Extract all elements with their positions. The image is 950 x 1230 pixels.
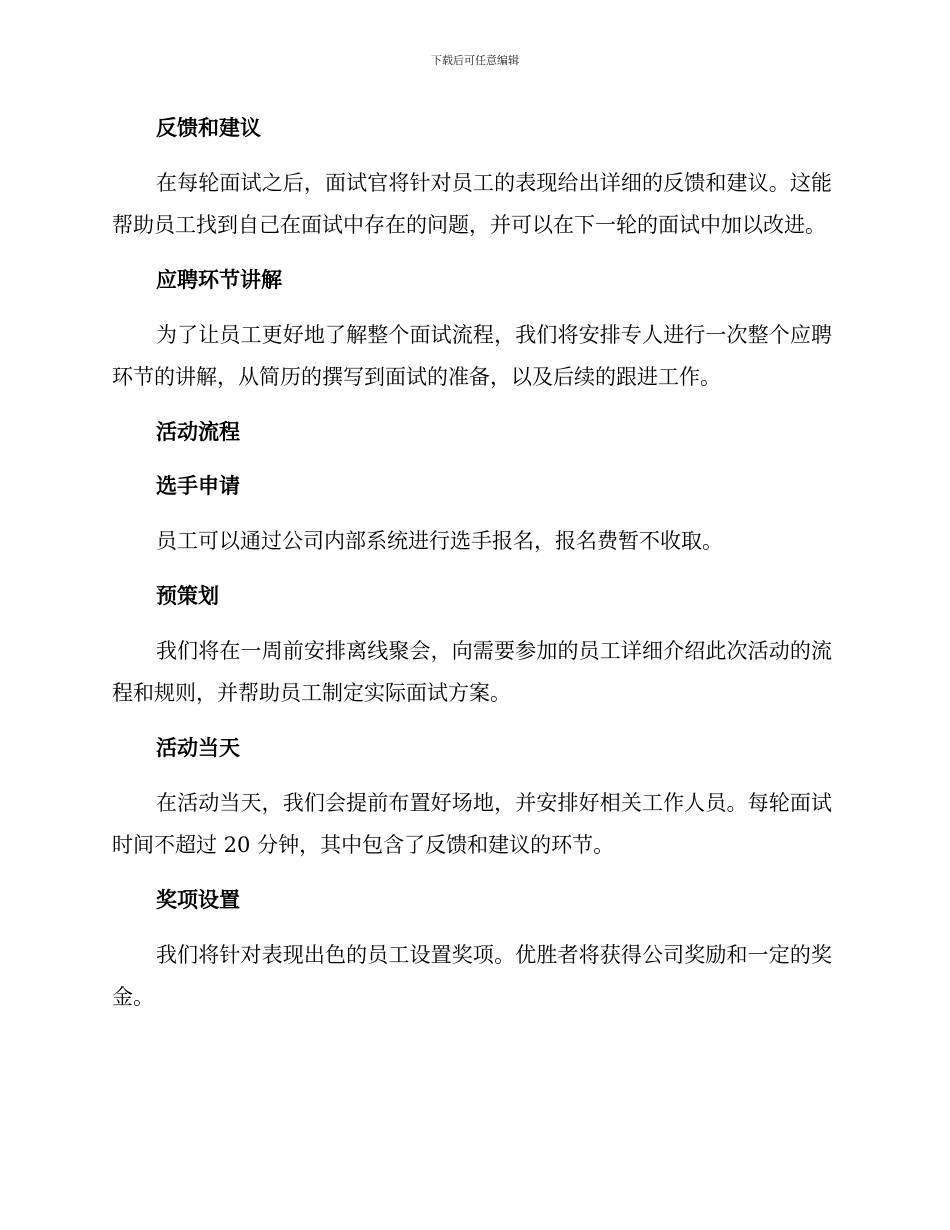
section-heading: 活动流程 xyxy=(156,419,240,444)
section-paragraph: 我们将在一周前安排离线聚会，向需要参加的员工详细介绍此次活动的流程和规则，并帮助员工制定实际面试方案。 xyxy=(112,639,832,705)
section-paragraph: 在活动当天，我们会提前布置好场地，并安排好相关工作人员。每轮面试时间不超过 20 分钟，其中包含了反馈和建议的环节。 xyxy=(112,791,832,857)
section-pre-planning xyxy=(112,576,832,728)
section-recruitment-explanation xyxy=(112,260,832,412)
section-paragraph: 为了让员工更好地了解整个面试流程，我们将安排专人进行一次整个应聘环节的讲解，从简历的撰写到面试的准备，以及后续的跟进工作。 xyxy=(112,323,832,389)
section-paragraph: 在每轮面试之后，面试官将针对员工的表现给出详细的反馈和建议。这能帮助员工找到自己在面试中存在的问题，并可以在下一轮的面试中加以改进。 xyxy=(112,171,832,237)
section-heading: 奖项设置 xyxy=(156,887,240,912)
section-paragraph: 我们将针对表现出色的员工设置奖项。优胜者将获得公司奖励和一定的奖金。 xyxy=(112,943,832,1009)
section-heading: 反馈和建议 xyxy=(156,115,261,140)
section-contestant-application xyxy=(112,466,832,576)
section-paragraph: 员工可以通过公司内部系统进行选手报名，报名费暂不收取。 xyxy=(156,529,723,553)
section-event-day xyxy=(112,728,832,880)
section-heading: 应聘环节讲解 xyxy=(156,267,282,292)
section-activity-process xyxy=(112,412,832,466)
section-heading: 活动当天 xyxy=(156,735,240,760)
document-body xyxy=(112,108,832,1018)
section-awards xyxy=(112,880,832,1018)
section-heading: 选手申请 xyxy=(156,473,240,498)
section-feedback xyxy=(112,108,832,260)
page-header: 下载后可任意编辑 xyxy=(431,54,519,67)
section-heading: 预策划 xyxy=(156,583,219,608)
